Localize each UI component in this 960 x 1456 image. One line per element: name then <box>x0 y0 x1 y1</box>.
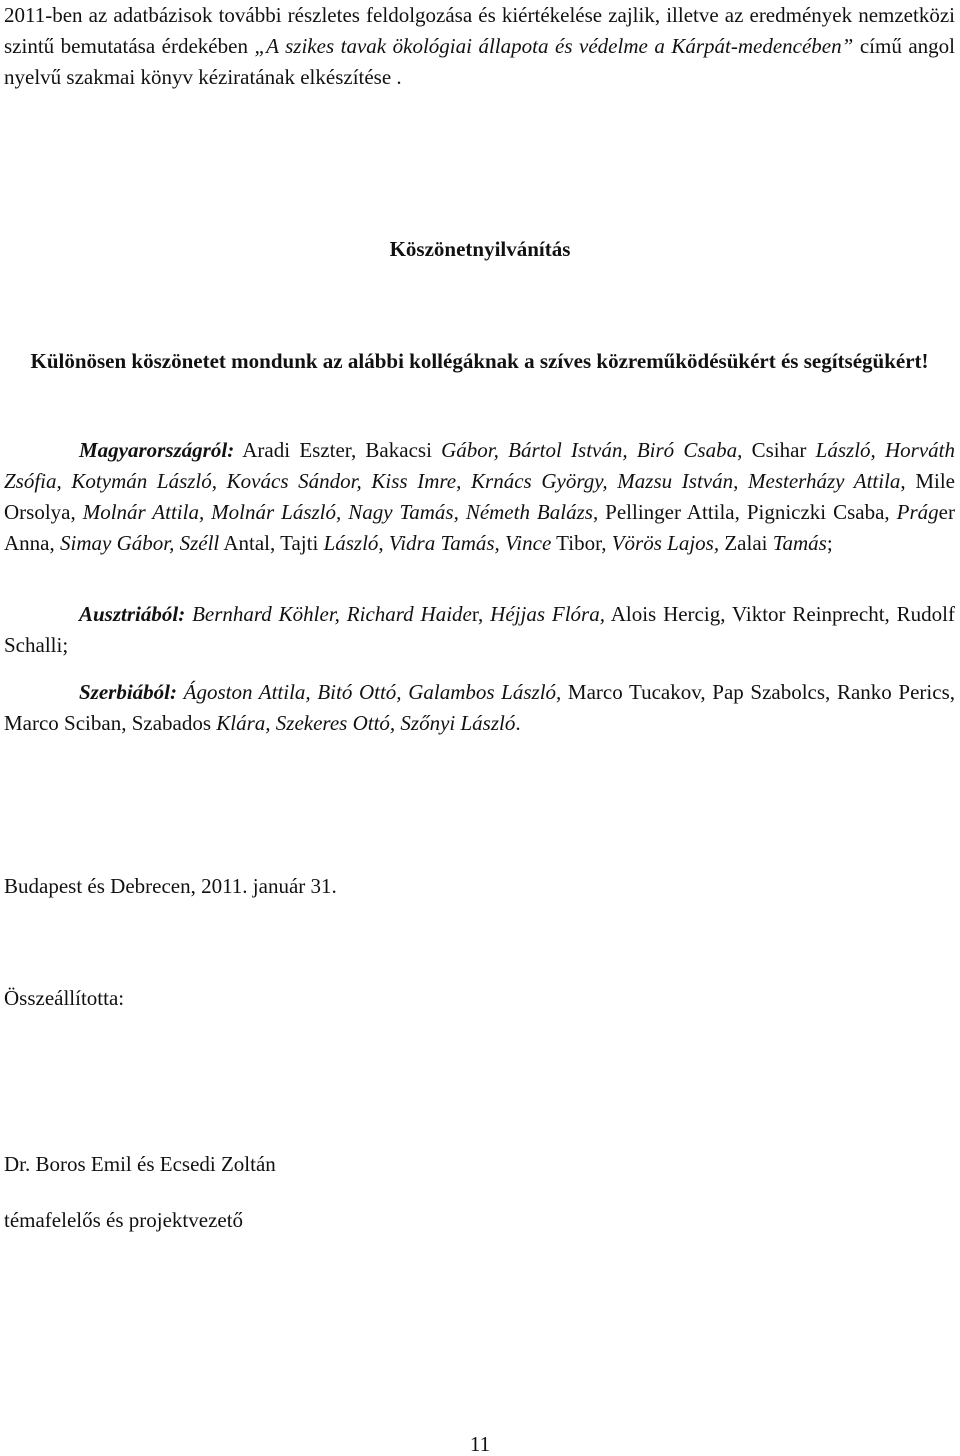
name-segment: Ágoston Attila, Bitó Ottó, Galambos László, <box>177 680 562 704</box>
name-segment: , Mile Orsolya, <box>4 469 955 524</box>
acknowledgements-heading: Köszönetnyilvánítás <box>389 237 571 261</box>
name-segment: Simay Gábor, Széll <box>60 531 220 555</box>
name-segment: Molnár Attila, Molnár László, Nagy Tamás, Németh Balázs <box>82 500 593 524</box>
name-segment: , Pellinger Attila, Pigniczki Csaba, <box>592 500 897 524</box>
name-segment: er Anna, <box>4 500 955 555</box>
name-segment: ; <box>826 531 833 555</box>
intro-text-after: című angol nyelvű szakmai könyv kéziratának elkészítése . <box>4 34 956 89</box>
name-segment: Vörös Lajos, <box>611 531 720 555</box>
name-segment: Aradi Eszter, Bakacsi <box>234 438 442 462</box>
name-segment: Héjjas Flóra, <box>490 602 605 626</box>
name-segment: Tibor, <box>551 531 612 555</box>
compiled-by-label: Összeállította: <box>4 986 125 1010</box>
page-number: 11 <box>469 1432 491 1456</box>
name-segment: Marco Tucakov, Pap Szabolcs, Ranko Perics, Marco Sciban, Szabados <box>4 680 955 735</box>
name-segment: László, Vidra Tamás, Vince <box>323 531 552 555</box>
place-and-date: Budapest és Debrecen, 2011. január 31. <box>4 874 337 898</box>
name-segment: László, Horváth Zsófia, Kotymán László, Kovács Sándor, Kiss Imre, Krnács György, Mazsu István, Mesterházy Attila <box>4 438 956 493</box>
book-title: „A szikes tavak ökológiai állapota és védelme a Kárpát-medencében” <box>254 34 854 58</box>
name-segment: Tamás <box>772 531 827 555</box>
name-segment: . <box>515 711 521 735</box>
intro-text-before: 2011-ben az adatbázisok további részletes feldolgozása és kiértékelése zajlik, illetve az eredmények nemzetközi szintű bemutatása érdekében <box>4 3 955 58</box>
serbia-paragraph <box>4 677 955 739</box>
thanks-statement: Különösen köszönetet mondunk az alábbi kollégáknak a szíves közreműködésükért és segítségükért! <box>30 349 929 373</box>
name-segment: Antal, Tajti <box>219 531 324 555</box>
name-segment: Bernhard Köhler, Richard Haide <box>185 602 472 626</box>
author-role: témafelelős és projektvezető <box>4 1208 244 1232</box>
name-segment: Csihar <box>742 438 816 462</box>
hungary-label: Magyarországról: <box>79 438 235 462</box>
name-segment: Prág <box>896 500 939 524</box>
hungary-paragraph <box>4 435 955 559</box>
name-segment: Klára, Szekeres Ottó, Szőnyi László <box>216 711 516 735</box>
name-segment: Alois Hercig, Viktor Reinprecht, Rudolf Schalli; <box>4 602 955 657</box>
name-segment: r, <box>471 602 491 626</box>
author-names: Dr. Boros Emil és Ecsedi Zoltán <box>4 1152 276 1176</box>
name-segment: Gábor, Bártol István, Biró Csaba, <box>441 438 743 462</box>
austria-paragraph <box>4 599 955 661</box>
serbia-label: Szerbiából: <box>79 680 178 704</box>
austria-label: Ausztriából: <box>79 602 186 626</box>
intro-paragraph <box>4 0 955 93</box>
name-segment: Zalai <box>719 531 773 555</box>
